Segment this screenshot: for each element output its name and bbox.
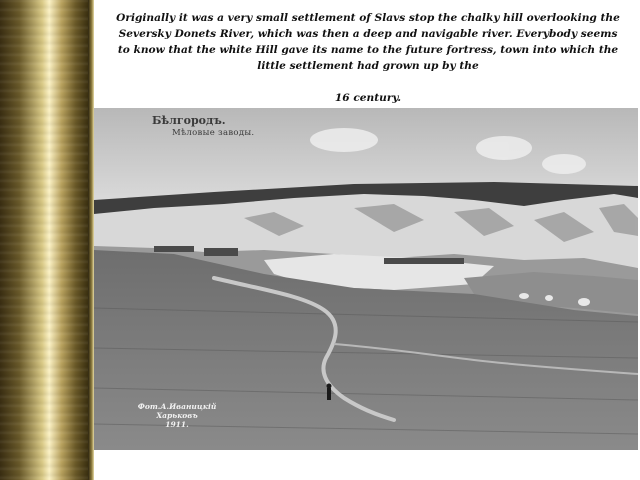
credit-line: Фот.А.Иваницкій	[137, 402, 217, 411]
credit-line: Харьковъ	[156, 411, 198, 420]
credit-line: 1911.	[165, 420, 189, 429]
photo-subtitle: Мѣловые заводы.	[172, 128, 255, 138]
photo-title: Бѣлгородъ.	[152, 114, 226, 127]
person-figure	[327, 388, 331, 400]
landscape-illustration	[94, 108, 638, 450]
historic-photograph	[94, 108, 638, 450]
slide-body-text: Originally it was a very small settlement of Slavs stop the chalky hill overlooking the Seversky Donets River, which was then a deep and navigable river. Everybody seems to know that the white Hill gave its name to the future fortress, town into which the little settlement had grown up by the 16 century.	[116, 12, 620, 104]
photographer-credit	[134, 402, 220, 429]
gold-curtain-decoration	[0, 0, 88, 480]
